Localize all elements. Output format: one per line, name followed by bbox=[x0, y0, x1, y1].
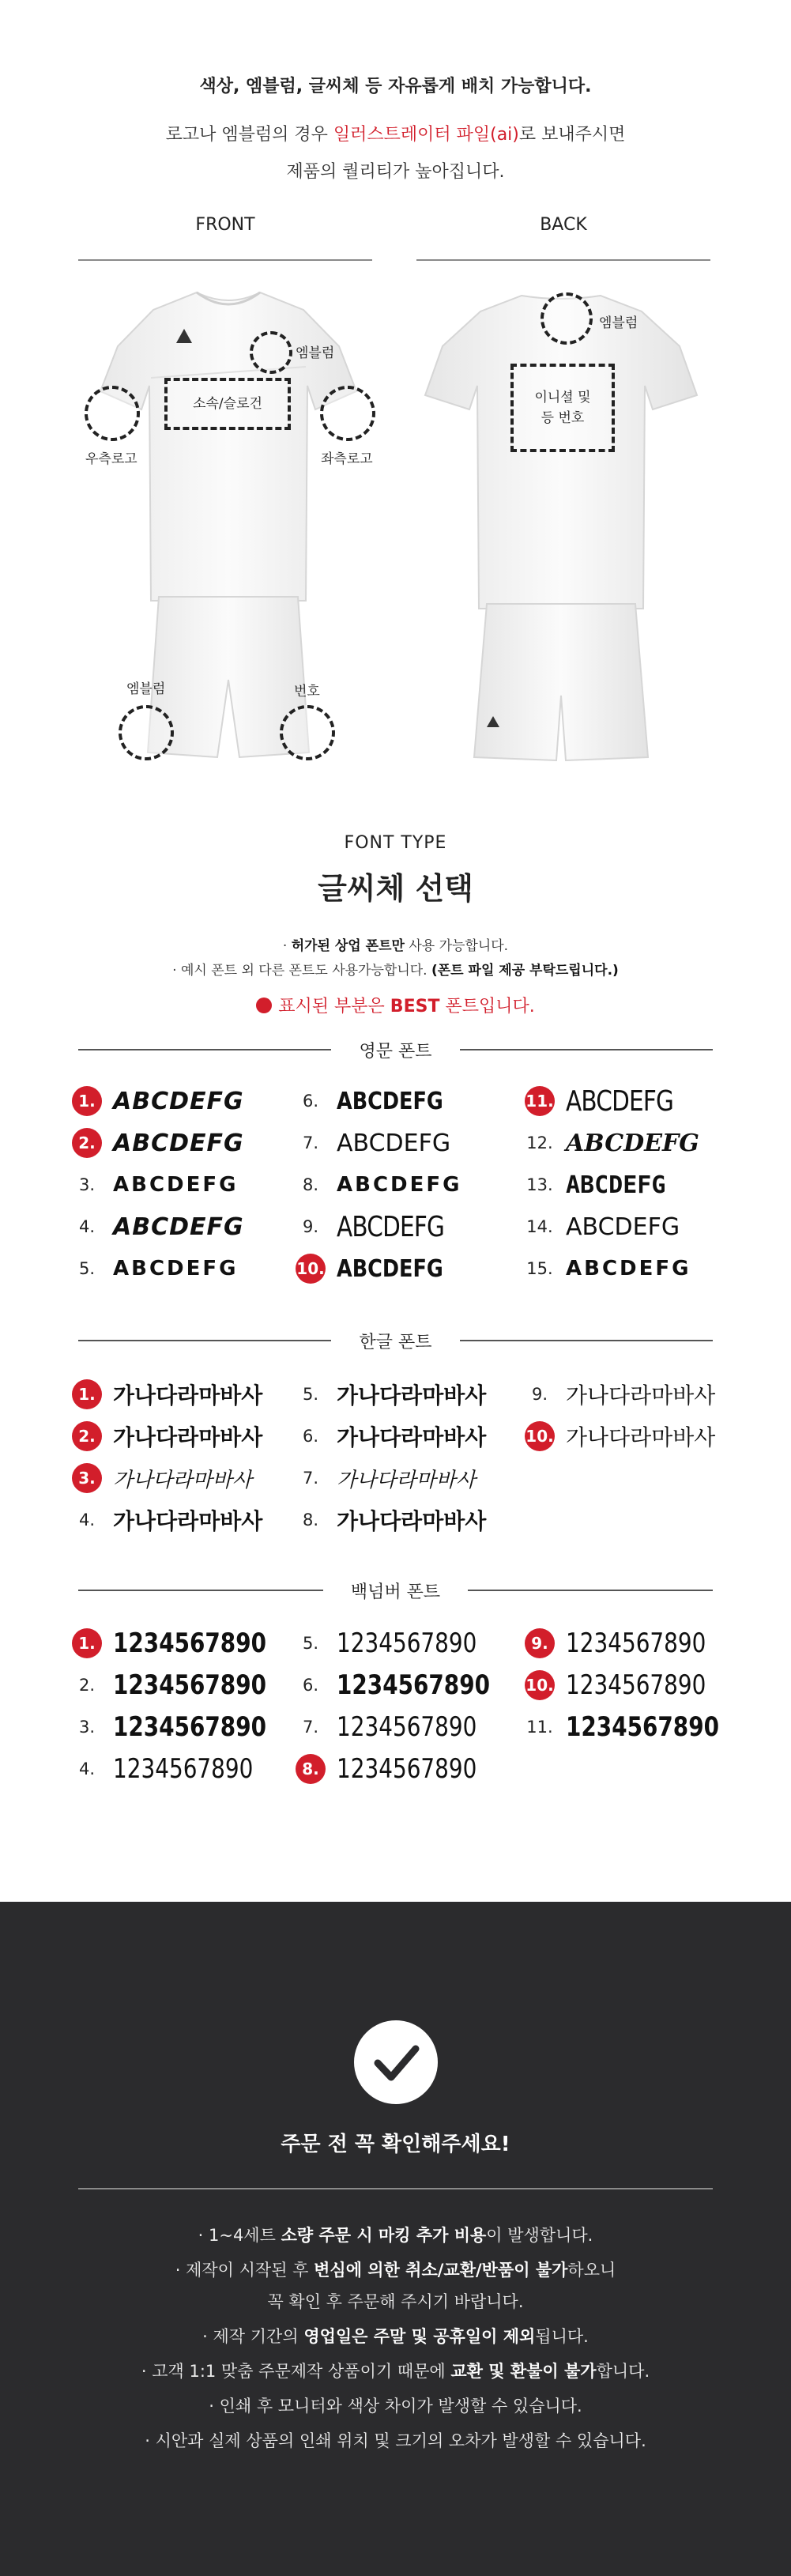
notice-item-text: · 1~4세트 bbox=[198, 2226, 281, 2245]
left-logo-label: 좌측로고 bbox=[321, 451, 373, 467]
best-legend-pre: 표시된 부분은 bbox=[278, 997, 390, 1016]
number-font-option bbox=[72, 1667, 300, 1703]
number-font-option bbox=[296, 1709, 507, 1745]
number-font-sample: 1234567890 bbox=[566, 1627, 706, 1659]
number-font-option bbox=[296, 1625, 507, 1661]
number-font-option bbox=[525, 1709, 753, 1745]
font-number: 5. bbox=[302, 1634, 319, 1653]
font-number: 7. bbox=[302, 1133, 319, 1152]
notice-item-text-end: 합니다. bbox=[596, 2362, 650, 2381]
number-font-option bbox=[296, 1751, 507, 1787]
english-font-sample: ABCDEFG bbox=[566, 1213, 680, 1241]
notice-item bbox=[0, 2354, 791, 2389]
korean-font-sample: 가나다라마바사 bbox=[113, 1382, 263, 1409]
english-font-option bbox=[72, 1167, 238, 1203]
shorts-number-label: 번호 bbox=[294, 684, 320, 700]
best-dot-icon bbox=[256, 998, 272, 1013]
shorts-emblem-area bbox=[119, 705, 174, 760]
english-font-option bbox=[525, 1083, 697, 1119]
number-font-sample: 1234567890 bbox=[337, 1753, 477, 1785]
english-font-sample: ABCDEFG bbox=[337, 1173, 462, 1197]
notice-item bbox=[0, 2319, 791, 2354]
front-label: FRONT bbox=[195, 215, 255, 235]
intro-line-2 bbox=[0, 121, 791, 145]
category-rule-right bbox=[460, 1340, 713, 1341]
number-font-sample: 1234567890 bbox=[113, 1753, 254, 1785]
font-number: 5. bbox=[302, 1385, 319, 1404]
front-divider bbox=[78, 259, 372, 261]
english-font-option bbox=[296, 1209, 468, 1245]
shorts-number-area bbox=[280, 705, 335, 760]
notice-divider bbox=[78, 2188, 713, 2189]
font-type-notes bbox=[0, 934, 791, 983]
number-font-sample: 1234567890 bbox=[566, 1669, 706, 1701]
korean-font-sample: 가나다라마바사 bbox=[113, 1424, 263, 1450]
english-font-option bbox=[525, 1125, 699, 1161]
front-slogan-label: 소속/슬로건 bbox=[193, 395, 262, 412]
font-type-eyebrow: FONT TYPE bbox=[344, 833, 447, 853]
number-font-option bbox=[525, 1625, 736, 1661]
font-number: 15. bbox=[526, 1259, 553, 1278]
korean-font-sample: 가나다라마바사 bbox=[337, 1508, 487, 1534]
best-font-number-badge: 1. bbox=[72, 1628, 102, 1658]
number-font-option bbox=[525, 1667, 736, 1703]
category-rule-right bbox=[468, 1590, 713, 1591]
best-font-number-badge: 1. bbox=[72, 1086, 102, 1116]
font-note-1-bold: 허가된 상업 폰트만 bbox=[291, 938, 405, 954]
korean-font-sample: 가나다라마바사 bbox=[566, 1382, 716, 1409]
back-initial-line-2: 등 번호 bbox=[541, 410, 585, 426]
check-mark-icon bbox=[354, 2020, 438, 2104]
font-number: 2. bbox=[78, 1676, 96, 1695]
number-font-sample: 1234567890 bbox=[337, 1711, 477, 1743]
best-font-number-badge: 3. bbox=[72, 1463, 102, 1493]
notice-item-text: 꼭 확인 후 주문해 주시기 바랍니다. bbox=[267, 2292, 524, 2311]
font-number: 4. bbox=[78, 1759, 96, 1778]
back-initial-line-1: 이니셜 및 bbox=[534, 389, 591, 405]
english-font-option bbox=[296, 1250, 462, 1287]
number-font-sample: 1234567890 bbox=[337, 1627, 477, 1659]
font-number: 6. bbox=[302, 1092, 319, 1111]
font-note-2 bbox=[0, 959, 791, 983]
korean-font-sample: 가나다라마바사 bbox=[113, 1468, 252, 1492]
english-font-sample: ABCDEFG bbox=[113, 1213, 244, 1241]
font-type-title: 글씨체 선택 bbox=[318, 871, 473, 906]
korean-font-option bbox=[525, 1418, 715, 1454]
notice-item-emphasis: 변심에 의한 취소/교환/반품이 불가 bbox=[314, 2261, 568, 2280]
best-font-number-badge: 11. bbox=[525, 1086, 555, 1116]
font-number: 9. bbox=[531, 1385, 548, 1404]
best-font-number-badge: 2. bbox=[72, 1128, 102, 1158]
korean-font-option bbox=[72, 1460, 252, 1496]
back-divider bbox=[416, 259, 710, 261]
number-font-sample: 1234567890 bbox=[113, 1711, 266, 1743]
korean-font-option bbox=[296, 1460, 476, 1496]
english-font-option bbox=[525, 1167, 665, 1203]
english-font-option bbox=[296, 1167, 461, 1203]
best-font-number-badge: 2. bbox=[72, 1421, 102, 1451]
korean-font-option bbox=[296, 1418, 486, 1454]
english-font-sample: ABCDEFG bbox=[566, 1257, 691, 1280]
notice-item bbox=[0, 2423, 791, 2458]
order-notice-section bbox=[0, 1902, 791, 2576]
notice-title: 주문 전 꼭 확인해주세요! bbox=[281, 2133, 510, 2156]
korean-font-sample: 가나다라마바사 bbox=[566, 1424, 716, 1450]
font-number: 5. bbox=[78, 1259, 96, 1278]
english-font-option bbox=[525, 1209, 680, 1245]
number-font-sample: 1234567890 bbox=[337, 1669, 490, 1701]
front-emblem-area bbox=[250, 331, 292, 374]
english-font-sample: ABCDEFG bbox=[337, 1087, 443, 1115]
notice-item-emphasis: 영업일은 주말 및 공휴일이 제외 bbox=[303, 2327, 536, 2346]
intro-line-2-post: 로 보내주시면 bbox=[518, 125, 626, 145]
best-font-number-badge: 9. bbox=[525, 1628, 555, 1658]
right-logo-label: 우측로고 bbox=[85, 451, 137, 467]
shorts-emblem-label: 엠블럼 bbox=[126, 681, 166, 697]
korean-font-option bbox=[72, 1376, 262, 1412]
back-emblem-area bbox=[541, 292, 593, 345]
korean-font-category bbox=[78, 1329, 713, 1352]
english-font-sample: ABCDEFG bbox=[566, 1171, 666, 1199]
korean-font-option bbox=[296, 1376, 486, 1412]
english-font-option bbox=[72, 1083, 244, 1119]
category-rule-right bbox=[460, 1049, 713, 1050]
check-circle-icon bbox=[354, 2020, 438, 2104]
best-font-number-badge: 10. bbox=[296, 1254, 326, 1284]
korean-font-option bbox=[525, 1376, 715, 1412]
english-font-sample: ABCDEFG bbox=[113, 1129, 244, 1157]
best-font-number-badge: 10. bbox=[525, 1670, 555, 1700]
notice-item-text: · 시안과 실제 상품의 인쇄 위치 및 크기의 오차가 발생할 수 있습니다. bbox=[145, 2431, 646, 2450]
korean-font-sample: 가나다라마바사 bbox=[113, 1508, 263, 1534]
english-font-option bbox=[525, 1250, 691, 1287]
english-font-option bbox=[72, 1209, 244, 1245]
font-number: 3. bbox=[78, 1718, 96, 1737]
korean-font-sample: 가나다라마바사 bbox=[337, 1382, 487, 1409]
korean-font-sample: 가나다라마바사 bbox=[337, 1424, 487, 1450]
english-font-sample: ABCDEFG bbox=[113, 1257, 239, 1280]
font-number: 8. bbox=[302, 1511, 319, 1529]
english-font-option bbox=[296, 1083, 462, 1119]
number-font-sample: 1234567890 bbox=[113, 1669, 266, 1701]
back-kit-image bbox=[411, 285, 711, 767]
font-note-1-pre: · bbox=[282, 938, 292, 954]
number-font-option bbox=[296, 1667, 524, 1703]
font-note-1-post: 사용 가능합니다. bbox=[404, 938, 509, 954]
back-initial-text bbox=[534, 387, 590, 429]
font-number: 3. bbox=[78, 1175, 96, 1194]
right-logo-area bbox=[85, 386, 140, 441]
back-initial-number-area bbox=[510, 364, 615, 452]
notice-item-text-end: 하오니 bbox=[567, 2261, 616, 2280]
korean-font-option bbox=[296, 1502, 486, 1538]
back-kit-illustration bbox=[411, 285, 711, 767]
font-number: 6. bbox=[302, 1676, 319, 1695]
font-number: 14. bbox=[526, 1217, 553, 1236]
notice-item bbox=[0, 2389, 791, 2423]
font-number: 7. bbox=[302, 1469, 319, 1488]
font-number: 6. bbox=[302, 1427, 319, 1446]
notice-item-text-end: 됩니다. bbox=[535, 2327, 589, 2346]
english-font-sample: ABCDEFG bbox=[337, 1129, 451, 1157]
english-font-sample: ABCDEFG bbox=[566, 1129, 699, 1157]
font-number: 9. bbox=[302, 1217, 319, 1236]
number-font-option bbox=[72, 1751, 284, 1787]
font-note-2-pre: · 예시 폰트 외 다른 폰트도 사용가능합니다. bbox=[172, 963, 431, 979]
notice-item-text: · 제작이 시작된 후 bbox=[175, 2261, 315, 2280]
font-note-1 bbox=[0, 934, 791, 959]
best-legend-post: 폰트입니다. bbox=[439, 997, 535, 1016]
intro-section bbox=[0, 0, 791, 183]
font-number: 4. bbox=[78, 1511, 96, 1529]
view-labels bbox=[0, 215, 791, 262]
intro-line-3: 제품의 퀄리티가 높아집니다. bbox=[286, 162, 505, 182]
number-font-label: 백넘버 폰트 bbox=[350, 1582, 441, 1602]
english-font-option bbox=[72, 1250, 238, 1287]
best-font-number-badge: 10. bbox=[525, 1421, 555, 1451]
back-emblem-label: 엠블럼 bbox=[599, 315, 638, 331]
best-font-number-badge: 8. bbox=[296, 1754, 326, 1784]
notice-item bbox=[0, 2253, 791, 2287]
font-note-2-bold: (폰트 파일 제공 부탁드립니다.) bbox=[431, 963, 619, 979]
notice-item-text-end: 이 발생합니다. bbox=[486, 2226, 593, 2245]
notice-item-text: · 인쇄 후 모니터와 색상 차이가 발생할 수 있습니다. bbox=[209, 2397, 582, 2416]
notice-item bbox=[0, 2284, 791, 2319]
number-font-sample: 1234567890 bbox=[113, 1627, 266, 1659]
number-font-category bbox=[78, 1578, 713, 1602]
notice-list bbox=[0, 2218, 791, 2458]
intro-line-2-pre: 로고나 엠블럼의 경우 bbox=[165, 125, 333, 145]
english-font-option bbox=[296, 1125, 450, 1161]
back-label: BACK bbox=[540, 215, 587, 235]
intro-headline: 색상, 엠블럼, 글씨체 등 자유롭게 배치 가능합니다. bbox=[199, 77, 592, 96]
notice-item bbox=[0, 2218, 791, 2253]
notice-item-text: · 제작 기간의 bbox=[202, 2327, 304, 2346]
english-font-sample: ABCDEFG bbox=[337, 1210, 445, 1243]
best-font-legend bbox=[0, 993, 791, 1017]
number-font-option bbox=[72, 1625, 300, 1661]
english-font-sample: ABCDEFG bbox=[566, 1084, 674, 1118]
number-font-option bbox=[72, 1709, 300, 1745]
english-font-sample: ABCDEFG bbox=[113, 1173, 239, 1197]
best-font-number-badge: 1. bbox=[72, 1379, 102, 1409]
english-font-label: 영문 폰트 bbox=[359, 1042, 432, 1062]
english-font-sample: ABCDEFG bbox=[113, 1087, 244, 1115]
left-logo-area bbox=[320, 386, 375, 441]
notice-item-emphasis: 교환 및 환불이 불가 bbox=[450, 2362, 597, 2381]
intro-highlight: 일러스트레이터 파일(ai) bbox=[333, 125, 519, 145]
font-number: 11. bbox=[526, 1718, 553, 1737]
korean-font-sample: 가나다라마바사 bbox=[337, 1468, 476, 1492]
notice-item-text: · 고객 1:1 맞춤 주문제작 상품이기 때문에 bbox=[141, 2362, 451, 2381]
font-type-header bbox=[0, 833, 791, 907]
best-legend-bold: BEST bbox=[390, 997, 440, 1016]
font-number: 12. bbox=[526, 1133, 553, 1152]
font-number: 8. bbox=[302, 1175, 319, 1194]
notice-item-emphasis: 소량 주문 시 마킹 추가 비용 bbox=[281, 2226, 487, 2245]
font-number: 4. bbox=[78, 1217, 96, 1236]
number-font-sample: 1234567890 bbox=[566, 1711, 719, 1743]
korean-font-option bbox=[72, 1502, 262, 1538]
korean-font-label: 한글 폰트 bbox=[359, 1333, 432, 1352]
font-number: 7. bbox=[302, 1718, 319, 1737]
english-font-category bbox=[78, 1038, 713, 1062]
front-slogan-area bbox=[164, 378, 291, 430]
korean-font-option bbox=[72, 1418, 262, 1454]
english-font-option bbox=[72, 1125, 244, 1161]
font-number: 13. bbox=[526, 1175, 553, 1194]
english-font-sample: ABCDEFG bbox=[337, 1254, 443, 1283]
front-emblem-label: 엠블럼 bbox=[296, 345, 335, 361]
